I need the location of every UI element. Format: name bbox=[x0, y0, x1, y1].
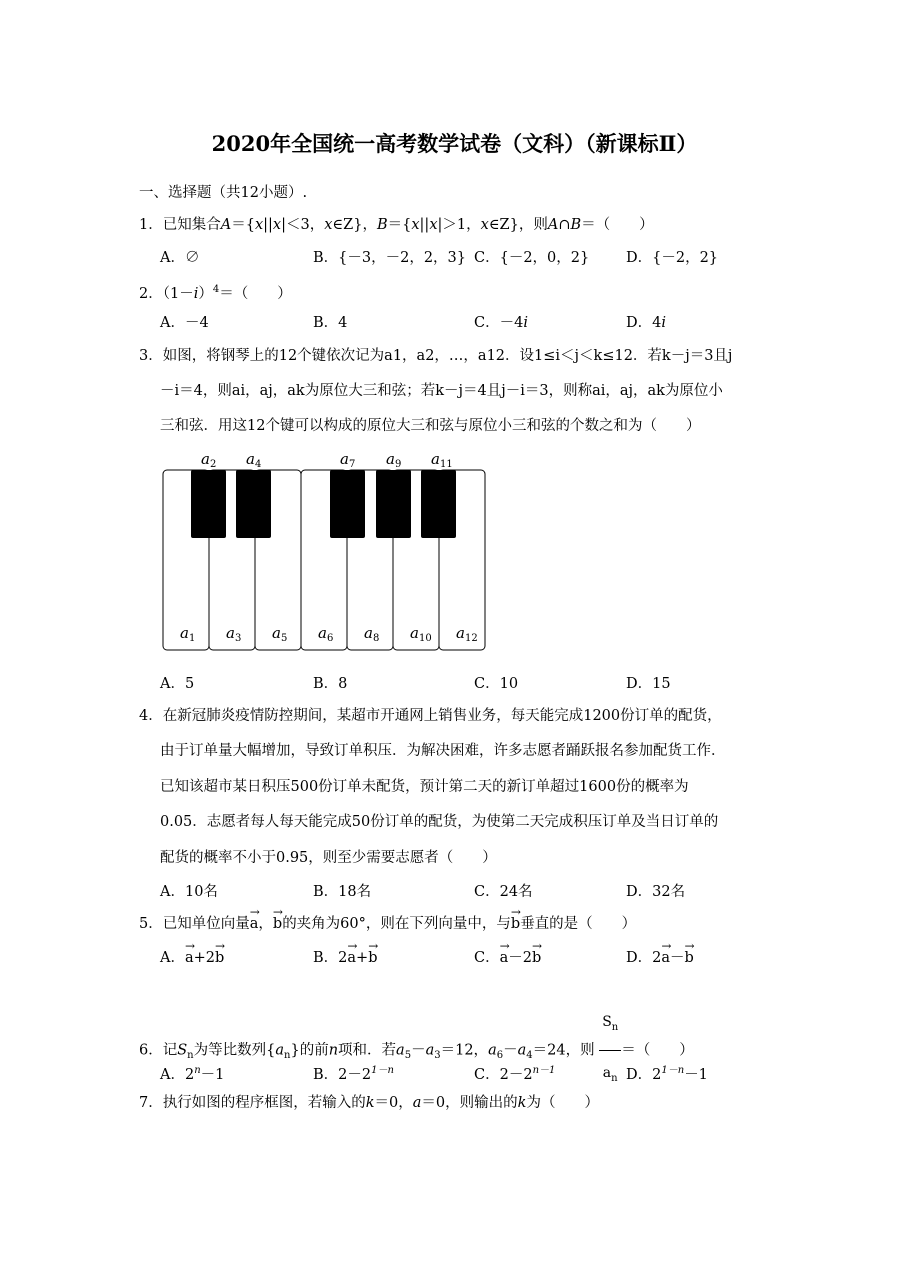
option-6b[interactable]: B．$2-2^{1-n}$ bbox=[313, 1065, 394, 1083]
question-5-stem: 5．已知单位向量→ a，→ b的夹角为60°，则在下列向量中，与→ b垂直的是（ ） bbox=[139, 914, 636, 934]
option-5b[interactable]: B．2→ a+→ b bbox=[313, 948, 378, 968]
section-heading: 一、选择题（共12小题）. bbox=[139, 185, 308, 201]
option-1b[interactable]: B．{－3，－2，2，3} bbox=[313, 250, 467, 266]
question-4-line-3: 已知该超市某日积压500份订单未配货，预计第二天的新订单超过1600份的概率为 bbox=[160, 779, 689, 795]
black-key-label: $a_7$ bbox=[340, 450, 356, 470]
question-7-stem: 7．执行如图的程序框图，若输入的k＝0，a＝0，则输出的k为（ ） bbox=[139, 1095, 599, 1111]
option-5a[interactable]: A．→ a+2→ b bbox=[160, 948, 224, 968]
white-key-label: $a_3$ bbox=[226, 624, 242, 644]
option-3c[interactable]: C．10 bbox=[474, 676, 519, 692]
black-key-label: $a_9$ bbox=[386, 450, 402, 470]
option-3a[interactable]: A．5 bbox=[160, 676, 195, 692]
white-key-label: $a_1$ bbox=[180, 624, 196, 644]
question-6-stem: 6．记$S_n$为等比数列$\{a_n\}$的前n项和．若$a_5-a_3=12$，$a_6-a_4=24$，则 $\frac{S_n}{a_n}$ ＝（ ） bbox=[139, 1000, 694, 1101]
option-6a[interactable]: A．$2^n-1$ bbox=[160, 1065, 225, 1083]
option-6d[interactable]: D．$2^{1-n}-1$ bbox=[626, 1065, 708, 1083]
option-1a[interactable]: A．∅ bbox=[160, 250, 200, 266]
page-title: 2020年全国统一高考数学试卷（文科）（新课标Ⅱ） bbox=[211, 131, 698, 156]
option-2d[interactable]: D．4i bbox=[626, 315, 666, 331]
white-key-label: $a_8$ bbox=[364, 624, 380, 644]
white-key-label: $a_5$ bbox=[272, 624, 288, 644]
option-2b[interactable]: B．4 bbox=[313, 315, 348, 331]
question-3-line-1: 3．如图，将钢琴上的12个键依次记为a1，a2，…，a12．设1≤i＜j＜k≤12．若k－j＝3且j bbox=[139, 348, 733, 364]
question-2-stem: 2．$(1-i)^4=$（ ） bbox=[139, 284, 292, 302]
black-key bbox=[191, 470, 226, 538]
black-key-label: $a_{11}$ bbox=[431, 450, 453, 470]
question-1-stem: 1．已知集合A＝{x||x|＜3，x∈Z}，B＝{x||x|＞1，x∈Z}，则A∩B＝（ ） bbox=[139, 217, 654, 233]
black-key bbox=[236, 470, 271, 538]
white-key-label: $a_{10}$ bbox=[410, 624, 432, 644]
option-6c[interactable]: C．$2-2^{n-1}$ bbox=[474, 1065, 556, 1083]
option-5d[interactable]: D．2→ a－→ b bbox=[626, 948, 694, 968]
option-4d[interactable]: D．32名 bbox=[626, 884, 686, 900]
option-1c[interactable]: C．{－2，0，2} bbox=[474, 250, 590, 266]
black-key bbox=[330, 470, 365, 538]
white-key-label: $a_{12}$ bbox=[456, 624, 478, 644]
option-1d[interactable]: D．{－2，2} bbox=[626, 250, 719, 266]
option-2c[interactable]: C．－4i bbox=[474, 315, 528, 331]
option-3d[interactable]: D．15 bbox=[626, 676, 671, 692]
question-4-line-1: 4．在新冠肺炎疫情防控期间，某超市开通网上销售业务，每天能完成1200份订单的配货， bbox=[139, 708, 722, 724]
option-5c[interactable]: C．→ a－2→ b bbox=[474, 948, 541, 968]
black-key-label: $a_4$ bbox=[246, 450, 262, 470]
black-key-label: $a_2$ bbox=[201, 450, 217, 470]
black-key bbox=[376, 470, 411, 538]
option-4b[interactable]: B．18名 bbox=[313, 884, 372, 900]
option-3b[interactable]: B．8 bbox=[313, 676, 348, 692]
question-3-line-2: －i＝4，则ai，aj，ak为原位大三和弦；若k－j＝4且j－i＝3，则称ai，aj，ak为原位小 bbox=[160, 383, 723, 399]
white-key-label: $a_6$ bbox=[318, 624, 334, 644]
question-4-line-2: 由于订单量大幅增加，导致订单积压．为解决困难，许多志愿者踊跃报名参加配货工作． bbox=[160, 743, 726, 759]
piano-keyboard-figure bbox=[158, 448, 493, 658]
question-3-line-3: 三和弦．用这12个键可以构成的原位大三和弦与原位小三和弦的个数之和为（ ） bbox=[160, 418, 701, 434]
black-key bbox=[421, 470, 456, 538]
sn-over-an-fraction: $\frac{S_n}{a_n}$ bbox=[599, 1000, 621, 1101]
option-4c[interactable]: C．24名 bbox=[474, 884, 533, 900]
question-4-line-4: 0.05．志愿者每人每天能完成50份订单的配货，为使第二天完成积压订单及当日订单的 bbox=[160, 814, 719, 830]
option-2a[interactable]: A．－4 bbox=[160, 315, 209, 331]
option-4a[interactable]: A．10名 bbox=[160, 884, 218, 900]
question-4-line-5: 配货的概率不小于0.95，则至少需要志愿者（ ） bbox=[160, 850, 497, 866]
